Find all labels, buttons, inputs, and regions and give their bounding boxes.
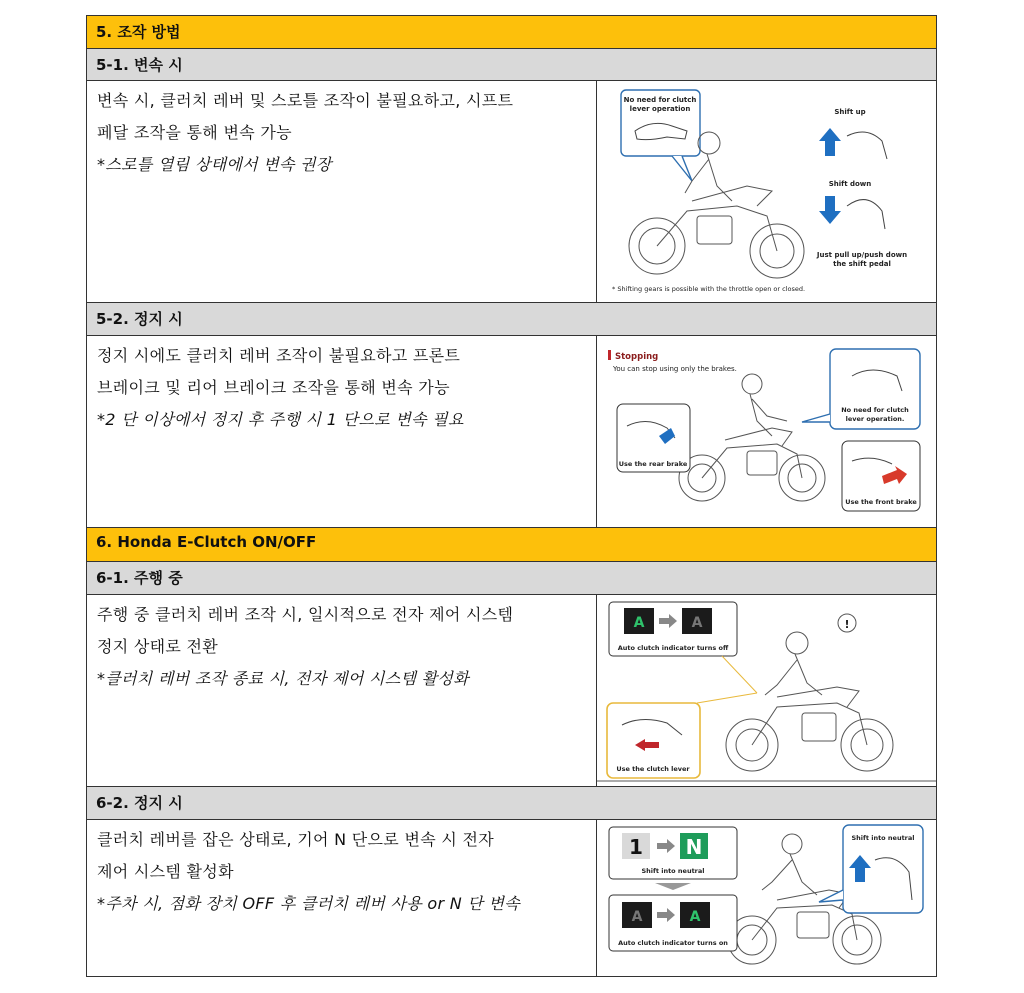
text-line: 클러치 레버를 잡은 상태로, 기어 N 단으로 변속 시 전자 bbox=[97, 830, 495, 849]
subsection-6-2-header bbox=[87, 787, 936, 820]
section-6-title: 6. Honda E-Clutch ON/OFF bbox=[96, 533, 317, 551]
text-line: 정지 상태로 전환 bbox=[97, 637, 219, 656]
callout-text: Shift into neutral bbox=[851, 834, 915, 842]
shift-neutral-label: Shift into neutral bbox=[641, 867, 705, 875]
indicator-glyph: A bbox=[631, 909, 643, 925]
subsection-5-1-content bbox=[87, 81, 936, 303]
heading-marker bbox=[608, 350, 611, 360]
subsection-6-2-content bbox=[87, 820, 936, 976]
pointer-line bbox=[697, 693, 757, 703]
subsection-6-1-title: 6-1. 주행 중 bbox=[96, 569, 183, 587]
shift-up-label: Shift up bbox=[834, 108, 866, 116]
callout-tail bbox=[819, 890, 843, 902]
clutch-off-illustration bbox=[597, 595, 936, 786]
stopping-heading: Stopping bbox=[615, 352, 659, 362]
indicator-on-label: Auto clutch indicator turns on bbox=[618, 939, 728, 947]
neutral-illustration bbox=[597, 820, 936, 976]
foot-sketch bbox=[847, 132, 887, 159]
section-5-title: 5. 조작 방법 bbox=[96, 23, 181, 41]
neutral-diagram bbox=[597, 820, 936, 976]
gear-from-value: 1 bbox=[629, 835, 643, 859]
rear-brake-label: Use the rear brake bbox=[618, 460, 688, 468]
subsection-6-1-text bbox=[87, 595, 597, 786]
subsection-5-2-header bbox=[87, 303, 936, 336]
clutch-lever-label: Use the clutch lever bbox=[616, 765, 690, 773]
front-brake-label: Use the front brake bbox=[845, 498, 917, 506]
shift-up-arrow bbox=[819, 128, 841, 156]
callout-text: lever operation. bbox=[845, 415, 905, 423]
shift-footnote: * Shifting gears is possible with the throttle open or closed. bbox=[612, 285, 806, 293]
subsection-6-2-title: 6-2. 정지 시 bbox=[96, 794, 183, 812]
section-6-header bbox=[87, 528, 936, 562]
indicator-glyph: A bbox=[689, 909, 701, 925]
pedal-caption: the shift pedal bbox=[833, 260, 891, 268]
indicator-glyph: A bbox=[633, 615, 645, 631]
text-line: 페달 조작을 통해 변속 가능 bbox=[97, 123, 292, 142]
subsection-5-2-title: 5-2. 정지 시 bbox=[96, 310, 183, 328]
subsection-5-1-text bbox=[87, 81, 597, 302]
foot-sketch bbox=[847, 200, 885, 229]
alert-icon: ! bbox=[844, 618, 850, 631]
subsection-5-2-content bbox=[87, 336, 936, 528]
pointer-line bbox=[722, 656, 757, 693]
gear-to-value: N bbox=[685, 835, 703, 859]
indicator-glyph: A bbox=[691, 615, 703, 631]
note: *스로틀 열림 상태에서 변속 권장 bbox=[97, 155, 332, 174]
stopping-illustration bbox=[597, 336, 936, 527]
note: *주차 시, 점화 장치 OFF 후 클러치 레버 사용 or N 단 변속 bbox=[97, 894, 521, 913]
text-line: 브레이크 및 리어 브레이크 조작을 통해 변속 가능 bbox=[97, 378, 450, 397]
callout-tail bbox=[802, 414, 830, 422]
note: *클러치 레버 조작 종료 시, 전자 제어 시스템 활성화 bbox=[97, 669, 469, 688]
section-5-header bbox=[87, 16, 936, 49]
subsection-5-2-text bbox=[87, 336, 597, 527]
shift-illustration bbox=[597, 81, 936, 302]
text-line: 변속 시, 클러치 레버 및 스로틀 조작이 불필요하고, 시프트 bbox=[97, 91, 514, 110]
callout-text: No need for clutch bbox=[841, 406, 909, 414]
pedal-caption: Just pull up/push down bbox=[816, 251, 908, 259]
shift-down-label: Shift down bbox=[828, 180, 872, 188]
callout-tail bbox=[672, 156, 692, 181]
text-line: 제어 시스템 활성화 bbox=[97, 862, 234, 881]
text-line: 주행 중 클러치 레버 조작 시, 일시적으로 전자 제어 시스템 bbox=[97, 605, 514, 624]
text-line: 정지 시에도 클러치 레버 조작이 불필요하고 프론트 bbox=[97, 346, 461, 365]
callout-text: No need for clutch bbox=[623, 96, 697, 104]
clutch-off-diagram bbox=[597, 595, 936, 786]
subsection-6-2-text bbox=[87, 820, 597, 976]
subsection-5-1-header bbox=[87, 49, 936, 81]
motorcycle-sketch bbox=[679, 374, 825, 501]
shift-down-arrow bbox=[819, 196, 841, 224]
callout-text: lever operation bbox=[629, 105, 691, 113]
stopping-diagram bbox=[597, 336, 936, 527]
stopping-subtitle: You can stop using only the brakes. bbox=[613, 365, 737, 373]
note: *2 단 이상에서 정지 후 주행 시 1 단으로 변속 필요 bbox=[97, 410, 464, 429]
chevron-down-icon bbox=[655, 883, 691, 890]
operation-table bbox=[86, 15, 937, 977]
shift-diagram bbox=[597, 81, 936, 302]
indicator-off-label: Auto clutch indicator turns off bbox=[617, 644, 729, 652]
subsection-6-1-content bbox=[87, 595, 936, 787]
subsection-5-1-title: 5-1. 변속 시 bbox=[96, 56, 183, 74]
subsection-6-1-header bbox=[87, 562, 936, 595]
